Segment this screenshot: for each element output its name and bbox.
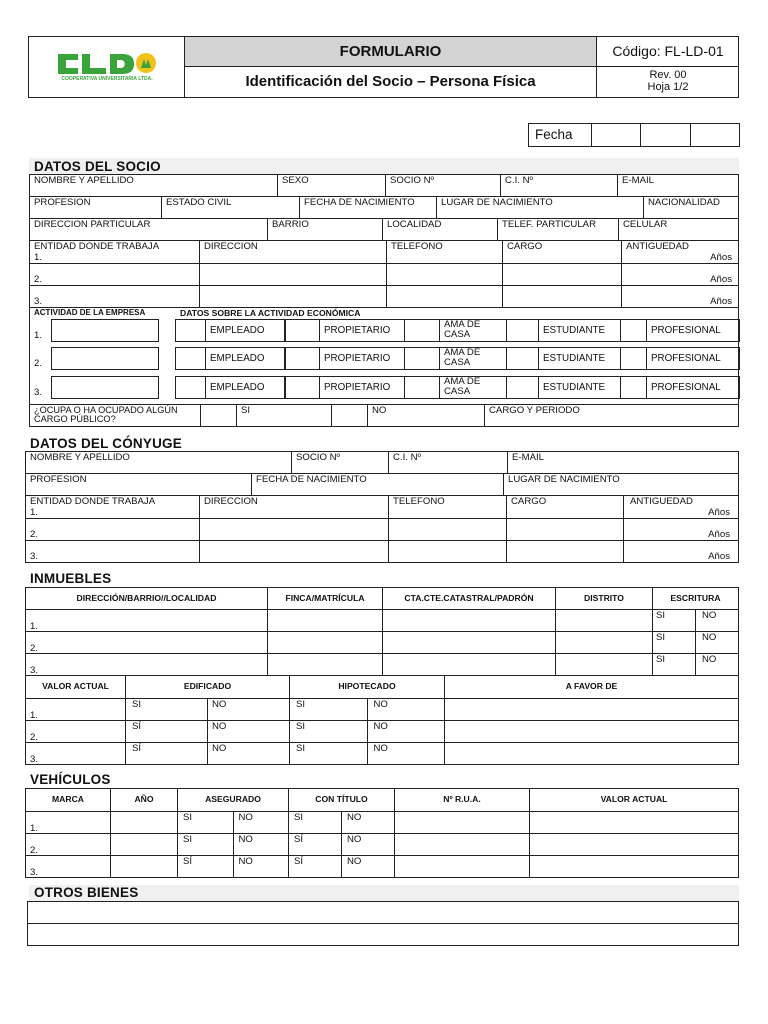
inmueble-finca-3[interactable]: [268, 654, 383, 676]
vehiculo-asegurado-si-1[interactable]: SI: [178, 812, 234, 834]
conyuge-employer-address-3[interactable]: [200, 541, 389, 563]
inmueble-escritura-no-3[interactable]: NO: [696, 654, 739, 676]
form-subtitle: Identificación del Socio – Persona Física: [245, 73, 536, 90]
conyuge-employer-phone-1[interactable]: TELEFONO: [389, 496, 507, 519]
activity-option-label: EMPLEADO: [210, 325, 265, 336]
conyuge-row-2: [25, 473, 739, 496]
inmueble-escritura-si-3[interactable]: SI: [653, 654, 696, 676]
logo-subtitle: COOPERATIVA UNIVERSITARIA LTDA.: [61, 76, 153, 82]
conyuge-ci-field[interactable]: C.I. Nº: [389, 452, 508, 474]
socio-row-2: [29, 196, 739, 219]
socio-employer-address-3[interactable]: [200, 286, 387, 308]
socio-civil-status-field[interactable]: ESTADO CIVIL: [162, 197, 300, 219]
conyuge-socio-field[interactable]: SOCIO Nº: [292, 452, 389, 474]
cargo-publico-no-cell[interactable]: NO: [368, 405, 485, 427]
socio-employer-address-1[interactable]: DIRECCION: [200, 241, 387, 264]
activity-checkbox-student-3[interactable]: [506, 376, 539, 399]
activity-option-owner-3[interactable]: [319, 376, 405, 399]
activity-row-number: 1.: [34, 330, 43, 341]
inmuebles-table: [25, 587, 739, 676]
vehiculo-asegurado-no-1[interactable]: NO: [233, 812, 289, 834]
form-code: Código: FL-LD-01: [612, 43, 724, 59]
vehiculo-titulo-no-3[interactable]: NO: [342, 856, 395, 878]
inmueble-edificado-no-1[interactable]: NO: [208, 699, 290, 721]
vehiculo-ano-2[interactable]: [111, 834, 178, 856]
activity-checkbox-housewife-1[interactable]: [404, 319, 440, 342]
vehiculos-header-titulo: CON TÍTULO: [289, 789, 395, 812]
socio-cellphone-field[interactable]: CELULAR: [619, 219, 739, 241]
socio-employer-address-2[interactable]: [200, 264, 387, 286]
activity-option-owner-2[interactable]: [319, 347, 405, 370]
activity-option-label: AMA DE CASA: [444, 347, 481, 368]
activity-option-housewife-2[interactable]: [439, 347, 507, 370]
inmueble-address-1[interactable]: 1.: [26, 610, 268, 632]
cargo-publico-question: ¿OCUPA O HA OCUPADO ALGÚN CARGO PÚBLICO?: [34, 405, 178, 424]
inmueble-distrito-3[interactable]: [556, 654, 653, 676]
inmuebles-header-catastral: CTA.CTE.CATASTRAL/PADRÓN: [383, 588, 556, 610]
conyuge-name-field[interactable]: NOMBRE Y APELLIDO: [26, 452, 292, 474]
activity-option-label: AMA DE CASA: [444, 376, 481, 397]
inmueble-edificado-si-3[interactable]: SÍ: [126, 743, 208, 765]
conyuge-employer-field-3[interactable]: 3.: [26, 541, 200, 563]
inmueble-address-3[interactable]: 3.: [26, 654, 268, 676]
inmueble-catastral-2[interactable]: [383, 632, 556, 654]
socio-employer-field-1[interactable]: ENTIDAD DONDE TRABAJA 1.: [30, 241, 200, 264]
form-page: Hoja 1/2: [647, 81, 689, 93]
conyuge-employer-phone-2[interactable]: [389, 519, 507, 541]
inmuebles-header-favor: A FAVOR DE: [445, 676, 739, 699]
inmuebles-header-edificado: EDIFICADO: [126, 676, 290, 699]
socio-employer-phone-3[interactable]: [387, 286, 503, 308]
vehiculos-header-marca: MARCA: [26, 789, 111, 812]
inmueble-escritura-si-2[interactable]: SI: [653, 632, 696, 654]
header-mid-divider: [185, 66, 739, 67]
socio-profession-field[interactable]: PROFESION: [30, 197, 162, 219]
activity-row-number: 2.: [34, 358, 43, 369]
inmuebles-header-distrito: DISTRITO: [556, 588, 653, 610]
otros-section-title: OTROS BIENES: [34, 885, 139, 900]
inmuebles-section-title: INMUEBLES: [30, 571, 112, 586]
activity-option-label: AMA DE CASA: [444, 319, 481, 340]
activity-company-field-3[interactable]: [51, 376, 159, 399]
vehiculo-ano-1[interactable]: [111, 812, 178, 834]
vehiculo-asegurado-no-2[interactable]: NO: [233, 834, 289, 856]
socio-birthplace-field[interactable]: LUGAR DE NACIMIENTO: [437, 197, 644, 219]
vehiculo-marca-3[interactable]: 3.: [26, 856, 111, 878]
socio-employment-table: [29, 240, 739, 308]
inmueble-escritura-no-1[interactable]: NO: [696, 610, 739, 632]
inmueble-valor-3[interactable]: 3.: [26, 743, 126, 765]
fecha-day-field[interactable]: [592, 124, 641, 147]
socio-employer-position-3[interactable]: [503, 286, 622, 308]
inmueble-address-2[interactable]: 2.: [26, 632, 268, 654]
conyuge-email-field[interactable]: E-MAIL: [508, 452, 739, 474]
inmueble-hipotecado-si-3[interactable]: SI: [290, 743, 368, 765]
activity-option-employee-1[interactable]: [205, 319, 286, 342]
vehiculos-header-valor: VALOR ACTUAL: [530, 789, 739, 812]
inmueble-catastral-1[interactable]: [383, 610, 556, 632]
activity-option-professional-1[interactable]: [646, 319, 740, 342]
cargo-publico-row: [29, 404, 739, 427]
inmueble-valor-1[interactable]: 1.: [26, 699, 126, 721]
fecha-label: Fecha: [535, 127, 573, 142]
activity-option-student-2[interactable]: [538, 347, 621, 370]
conyuge-employer-field-1[interactable]: ENTIDAD DONDE TRABAJA 1.: [26, 496, 200, 519]
inmuebles-header-escritura: ESCRITURA: [653, 588, 739, 610]
vehiculo-marca-1[interactable]: 1.: [26, 812, 111, 834]
activity-option-label: PROFESIONAL: [651, 325, 721, 336]
activity-checkbox-owner-1[interactable]: [284, 319, 320, 342]
activity-checkbox-professional-3[interactable]: [620, 376, 647, 399]
vehiculo-marca-2[interactable]: 2.: [26, 834, 111, 856]
socio-email-field[interactable]: E-MAIL: [618, 175, 739, 197]
conyuge-employer-phone-3[interactable]: [389, 541, 507, 563]
conyuge-employer-position-3[interactable]: [507, 541, 624, 563]
conyuge-employment-table: [25, 495, 739, 563]
activity-checkbox-student-2[interactable]: [506, 347, 539, 370]
activity-company-field-1[interactable]: [51, 319, 159, 342]
vehiculos-section-title: VEHÍCULOS: [30, 772, 111, 787]
vehiculo-valor-1[interactable]: [530, 812, 739, 834]
conyuge-section-title: DATOS DEL CÓNYUGE: [30, 436, 182, 451]
socio-employer-seniority-1[interactable]: ANTIGUEDAD Años: [622, 241, 739, 264]
cargo-publico-si-check[interactable]: [201, 405, 237, 427]
conyuge-employer-seniority-1[interactable]: ANTIGUEDAD Años: [624, 496, 739, 519]
activity-option-label: PROFESIONAL: [651, 353, 721, 364]
vehiculo-titulo-si-1[interactable]: SI: [289, 812, 342, 834]
vehiculo-titulo-no-1[interactable]: NO: [342, 812, 395, 834]
conyuge-employer-address-1[interactable]: DIRECCION: [200, 496, 389, 519]
activity-checkbox-student-1[interactable]: [506, 319, 539, 342]
vehiculo-titulo-no-2[interactable]: NO: [342, 834, 395, 856]
inmueble-hipotecado-si-1[interactable]: SI: [290, 699, 368, 721]
inmueble-favor-2[interactable]: [445, 721, 739, 743]
activity-option-label: PROPIETARIO: [324, 325, 391, 336]
inmueble-finca-2[interactable]: [268, 632, 383, 654]
activity-option-employee-2[interactable]: [205, 347, 286, 370]
socio-employer-phone-2[interactable]: [387, 264, 503, 286]
inmueble-favor-1[interactable]: [445, 699, 739, 721]
activity-option-housewife-3[interactable]: [439, 376, 507, 399]
socio-birthdate-field[interactable]: FECHA DE NACIMIENTO: [300, 197, 437, 219]
activity-option-housewife-1[interactable]: [439, 319, 507, 342]
activity-option-student-1[interactable]: [538, 319, 621, 342]
activity-option-label: PROPIETARIO: [324, 382, 391, 393]
activity-checkbox-employee-3[interactable]: [175, 376, 206, 399]
conyuge-birthdate-field[interactable]: FECHA DE NACIMIENTO: [252, 474, 504, 496]
vehiculo-titulo-si-3[interactable]: SÍ: [289, 856, 342, 878]
activity-checkbox-professional-1[interactable]: [620, 319, 647, 342]
inmuebles-header-address: DIRECCIÓN/BARRIO//LOCALIDAD: [26, 588, 268, 610]
fecha-year-field[interactable]: [690, 124, 739, 147]
inmueble-escritura-si-1[interactable]: SI: [653, 610, 696, 632]
activity-checkbox-employee-2[interactable]: [175, 347, 206, 370]
activity-option-owner-1[interactable]: [319, 319, 405, 342]
socio-phone-field[interactable]: TELEF. PARTICULAR: [498, 219, 619, 241]
activity-header-label: ACTIVIDAD DE LA EMPRESA: [34, 308, 146, 317]
fecha-table: [528, 123, 740, 147]
activity-option-label: PROFESIONAL: [651, 382, 721, 393]
inmueble-escritura-no-2[interactable]: NO: [696, 632, 739, 654]
socio-neighborhood-field[interactable]: BARRIO: [268, 219, 383, 241]
vehiculos-header-ano: AÑO: [111, 789, 178, 812]
inmuebles-header-finca: FINCA/MATRÍCULA: [268, 588, 383, 610]
activity-checkbox-housewife-3[interactable]: [404, 376, 440, 399]
inmueble-hipotecado-si-2[interactable]: SI: [290, 721, 368, 743]
inmueble-finca-1[interactable]: [268, 610, 383, 632]
inmuebles-header-hipotecado: HIPOTECADO: [290, 676, 445, 699]
cargo-publico-question-cell: [30, 405, 201, 427]
conyuge-row-1: [25, 451, 739, 474]
activity-option-label: PROPIETARIO: [324, 353, 391, 364]
activity-row-number: 3.: [34, 387, 43, 398]
activity-checkbox-owner-3[interactable]: [284, 376, 320, 399]
activity-option-label: EMPLEADO: [210, 353, 265, 364]
vehiculo-titulo-si-2[interactable]: SÍ: [289, 834, 342, 856]
vehiculo-asegurado-si-3[interactable]: SÍ: [178, 856, 234, 878]
activity-option-label: ESTUDIANTE: [543, 382, 606, 393]
inmueble-distrito-1[interactable]: [556, 610, 653, 632]
activity-data-header-label: DATOS SOBRE LA ACTIVIDAD ECONÓMICA: [180, 308, 361, 318]
activity-option-student-3[interactable]: [538, 376, 621, 399]
activity-checkbox-professional-2[interactable]: [620, 347, 647, 370]
vehiculos-header-rua: Nº R.U.A.: [395, 789, 530, 812]
vehiculos-header-asegurado: ASEGURADO: [178, 789, 289, 812]
otros-bienes-line-2[interactable]: [28, 924, 739, 946]
vehiculo-rua-3[interactable]: [395, 856, 530, 878]
socio-employer-field-2[interactable]: 2.: [30, 264, 200, 286]
vehiculo-rua-2[interactable]: [395, 834, 530, 856]
socio-ci-field[interactable]: C.I. Nº: [501, 175, 618, 197]
conyuge-birthplace-field[interactable]: LUGAR DE NACIMIENTO: [504, 474, 739, 496]
inmueble-edificado-si-1[interactable]: SI: [126, 699, 208, 721]
conyuge-employer-position-2[interactable]: [507, 519, 624, 541]
inmuebles-value-table: [25, 675, 739, 765]
conyuge-employer-seniority-3[interactable]: Años: [624, 541, 739, 563]
activity-option-label: EMPLEADO: [210, 382, 265, 393]
socio-address-field[interactable]: DIRECCION PARTICULAR: [30, 219, 268, 241]
otros-bienes-line-1[interactable]: [28, 902, 739, 924]
inmueble-valor-2[interactable]: 2.: [26, 721, 126, 743]
conyuge-employer-address-2[interactable]: [200, 519, 389, 541]
socio-employer-position-2[interactable]: [503, 264, 622, 286]
activity-option-professional-3[interactable]: [646, 376, 740, 399]
fecha-month-field[interactable]: [641, 124, 690, 147]
socio-row-1: [29, 174, 739, 197]
inmueble-distrito-2[interactable]: [556, 632, 653, 654]
socio-name-field[interactable]: NOMBRE Y APELLIDO: [30, 175, 278, 197]
socio-row-3: [29, 218, 739, 241]
conyuge-profession-field[interactable]: PROFESION: [26, 474, 252, 496]
vehiculo-valor-2[interactable]: [530, 834, 739, 856]
socio-nationality-field[interactable]: NACIONALIDAD: [644, 197, 739, 219]
cargo-publico-no-check[interactable]: [332, 405, 368, 427]
cargo-publico-si-cell[interactable]: SI: [237, 405, 332, 427]
activity-checkbox-employee-1[interactable]: [175, 319, 206, 342]
activity-option-professional-2[interactable]: [646, 347, 740, 370]
otros-table: [27, 901, 739, 946]
inmueble-hipotecado-no-1[interactable]: NO: [367, 699, 445, 721]
inmueble-favor-3[interactable]: [445, 743, 739, 765]
socio-employer-position-1[interactable]: CARGO: [503, 241, 622, 264]
vehiculo-rua-1[interactable]: [395, 812, 530, 834]
vehiculo-ano-3[interactable]: [111, 856, 178, 878]
socio-sex-field[interactable]: SEXO: [278, 175, 386, 197]
socio-employer-field-3[interactable]: 3.: [30, 286, 200, 308]
socio-employer-seniority-2[interactable]: Años: [622, 264, 739, 286]
form-revision: Rev. 00: [649, 69, 687, 81]
socio-locality-field[interactable]: LOCALIDAD: [383, 219, 498, 241]
cargo-periodo-field[interactable]: CARGO Y PERIODO: [485, 405, 739, 427]
conyuge-employer-position-1[interactable]: CARGO: [507, 496, 624, 519]
activity-checkbox-owner-2[interactable]: [284, 347, 320, 370]
activity-checkbox-housewife-2[interactable]: [404, 347, 440, 370]
socio-section-title: DATOS DEL SOCIO: [34, 159, 161, 174]
conyuge-employer-field-2[interactable]: 2.: [26, 519, 200, 541]
inmueble-edificado-si-2[interactable]: SÍ: [126, 721, 208, 743]
inmueble-edificado-no-3[interactable]: NO: [208, 743, 290, 765]
form-title: FORMULARIO: [339, 43, 442, 60]
inmueble-hipotecado-no-2[interactable]: NO: [367, 721, 445, 743]
inmueble-catastral-3[interactable]: [383, 654, 556, 676]
socio-employer-seniority-3[interactable]: Años: [622, 286, 739, 308]
socio-number-field[interactable]: SOCIO Nº: [386, 175, 501, 197]
inmueble-hipotecado-no-3[interactable]: NO: [367, 743, 445, 765]
inmuebles-header-valor: VALOR ACTUAL: [26, 676, 126, 699]
vehiculo-asegurado-no-3[interactable]: NO: [233, 856, 289, 878]
vehiculo-valor-3[interactable]: [530, 856, 739, 878]
vehiculos-table: [25, 788, 739, 878]
activity-option-employee-3[interactable]: [205, 376, 286, 399]
inmueble-edificado-no-2[interactable]: NO: [208, 721, 290, 743]
activity-company-field-2[interactable]: [51, 347, 159, 370]
activity-option-label: ESTUDIANTE: [543, 353, 606, 364]
vehiculo-asegurado-si-2[interactable]: SI: [178, 834, 234, 856]
activity-option-label: ESTUDIANTE: [543, 325, 606, 336]
conyuge-employer-seniority-2[interactable]: Años: [624, 519, 739, 541]
socio-employer-phone-1[interactable]: TELEFONO: [387, 241, 503, 264]
